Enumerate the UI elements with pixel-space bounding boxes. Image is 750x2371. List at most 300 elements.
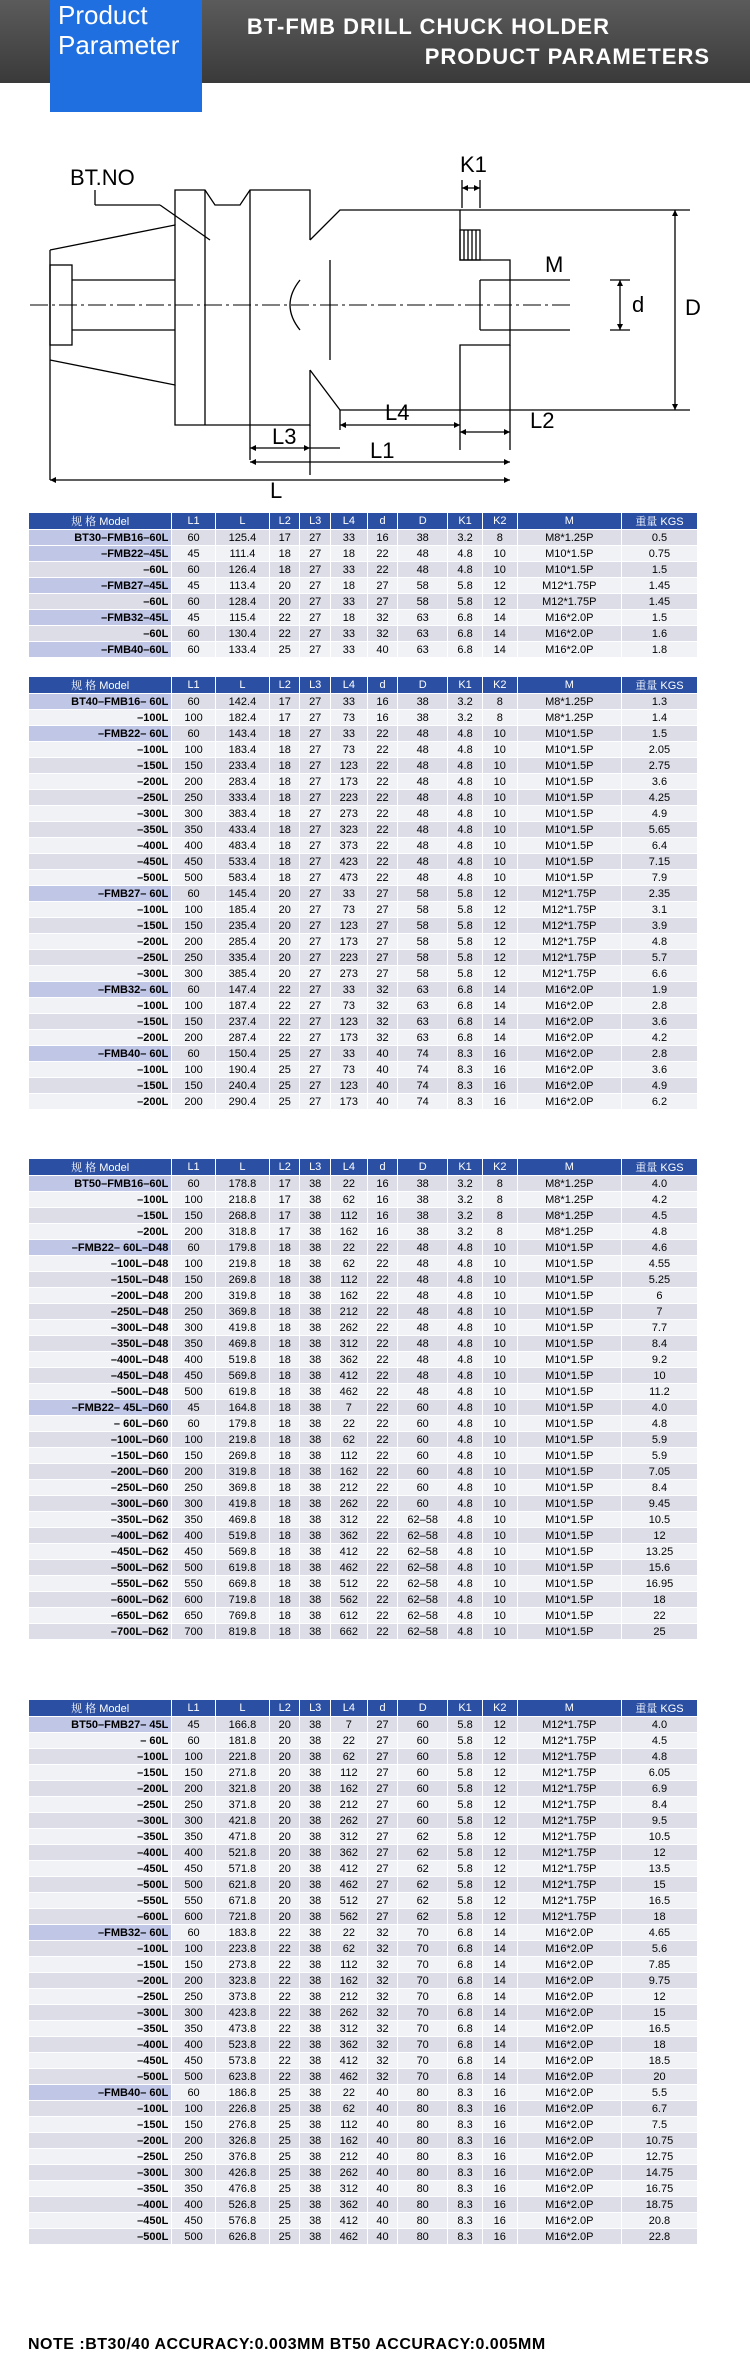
cell-l2: 20 bbox=[270, 966, 300, 982]
cell-k2: 10 bbox=[482, 1240, 517, 1256]
cell-weight: 12 bbox=[621, 1845, 697, 1861]
cell-big-d: 48 bbox=[398, 742, 448, 758]
cell-k2: 14 bbox=[482, 1973, 517, 1989]
cell-l1: 400 bbox=[172, 1352, 215, 1368]
cell-l3: 27 bbox=[300, 626, 330, 642]
cell-m: M16*2.0P bbox=[517, 1014, 621, 1030]
cell-d: 27 bbox=[367, 902, 397, 918]
cell-k1: 4.8 bbox=[448, 726, 483, 742]
cell-d: 40 bbox=[367, 1046, 397, 1062]
cell-l1: 200 bbox=[172, 1224, 215, 1240]
cell-weight: 2.8 bbox=[621, 1046, 697, 1062]
cell-l4: 312 bbox=[330, 1512, 367, 1528]
cell-m: M8*1.25P bbox=[517, 1176, 621, 1192]
cell-l3: 38 bbox=[300, 2149, 330, 2165]
cell-model: –250L bbox=[29, 790, 172, 806]
cell-k2: 10 bbox=[482, 562, 517, 578]
cell-l: 319.8 bbox=[215, 1464, 269, 1480]
cell-k2: 10 bbox=[482, 1576, 517, 1592]
table-row bbox=[29, 1829, 698, 1845]
label-d-large: D bbox=[685, 295, 701, 320]
cell-big-d: 70 bbox=[398, 2021, 448, 2037]
cell-l1: 150 bbox=[172, 1448, 215, 1464]
cell-k2: 12 bbox=[482, 918, 517, 934]
table-row bbox=[29, 1512, 698, 1528]
cell-m: M10*1.5P bbox=[517, 1576, 621, 1592]
cell-l1: 100 bbox=[172, 1749, 215, 1765]
cell-l1: 400 bbox=[172, 1528, 215, 1544]
cell-l2: 18 bbox=[270, 562, 300, 578]
cell-l: 269.8 bbox=[215, 1272, 269, 1288]
cell-l1: 500 bbox=[172, 1560, 215, 1576]
table-row bbox=[29, 2117, 698, 2133]
cell-l2: 18 bbox=[270, 726, 300, 742]
cell-k2: 16 bbox=[482, 1062, 517, 1078]
table-row bbox=[29, 2085, 698, 2101]
cell-m: M10*1.5P bbox=[517, 854, 621, 870]
cell-d: 22 bbox=[367, 1368, 397, 1384]
cell-weight: 15 bbox=[621, 1877, 697, 1893]
cell-weight: 1.45 bbox=[621, 578, 697, 594]
cell-weight: 9.45 bbox=[621, 1496, 697, 1512]
column-header-k2: K2 bbox=[482, 677, 517, 694]
cell-m: M10*1.5P bbox=[517, 1480, 621, 1496]
cell-k2: 10 bbox=[482, 1272, 517, 1288]
column-header-l: L bbox=[215, 1159, 269, 1176]
cell-l4: 123 bbox=[330, 1078, 367, 1094]
cell-weight: 12 bbox=[621, 1528, 697, 1544]
cell-m: M12*1.75P bbox=[517, 1893, 621, 1909]
cell-l2: 18 bbox=[270, 1272, 300, 1288]
cell-model: –100L–D48 bbox=[29, 1256, 172, 1272]
label-l: L bbox=[270, 478, 283, 500]
cell-k2: 10 bbox=[482, 1512, 517, 1528]
cell-big-d: 63 bbox=[398, 610, 448, 626]
cell-l3: 38 bbox=[300, 1544, 330, 1560]
cell-weight: 1.9 bbox=[621, 982, 697, 998]
table-row bbox=[29, 1240, 698, 1256]
cell-l2: 20 bbox=[270, 902, 300, 918]
cell-l3: 38 bbox=[300, 1208, 330, 1224]
cell-big-d: 60 bbox=[398, 1749, 448, 1765]
cell-l4: 33 bbox=[330, 562, 367, 578]
cell-l3: 38 bbox=[300, 1448, 330, 1464]
cell-weight: 9.5 bbox=[621, 1813, 697, 1829]
cell-l3: 38 bbox=[300, 1432, 330, 1448]
cell-big-d: 63 bbox=[398, 982, 448, 998]
cell-l1: 60 bbox=[172, 1046, 215, 1062]
cell-l1: 100 bbox=[172, 1256, 215, 1272]
cell-l: 583.4 bbox=[215, 870, 269, 886]
cell-d: 32 bbox=[367, 2053, 397, 2069]
cell-l1: 150 bbox=[172, 1272, 215, 1288]
cell-big-d: 74 bbox=[398, 1046, 448, 1062]
cell-big-d: 80 bbox=[398, 2181, 448, 2197]
cell-big-d: 63 bbox=[398, 642, 448, 658]
cell-weight: 10.75 bbox=[621, 2133, 697, 2149]
cell-l4: 162 bbox=[330, 1288, 367, 1304]
cell-l4: 412 bbox=[330, 1544, 367, 1560]
cell-l3: 38 bbox=[300, 1304, 330, 1320]
column-header-l1: L1 bbox=[172, 513, 215, 530]
cell-l: 433.4 bbox=[215, 822, 269, 838]
cell-k2: 14 bbox=[482, 2053, 517, 2069]
cell-m: M8*1.25P bbox=[517, 1208, 621, 1224]
cell-weight: 16.5 bbox=[621, 2021, 697, 2037]
cell-big-d: 48 bbox=[398, 546, 448, 562]
cell-big-d: 60 bbox=[398, 1480, 448, 1496]
cell-big-d: 48 bbox=[398, 1320, 448, 1336]
cell-l: 376.8 bbox=[215, 2149, 269, 2165]
column-header-d: d bbox=[367, 1700, 397, 1717]
cell-m: M10*1.5P bbox=[517, 1288, 621, 1304]
cell-m: M16*2.0P bbox=[517, 1094, 621, 1110]
cell-l3: 27 bbox=[300, 578, 330, 594]
table-row bbox=[29, 1560, 698, 1576]
cell-k2: 10 bbox=[482, 1320, 517, 1336]
cell-big-d: 62–58 bbox=[398, 1512, 448, 1528]
column-header-d: d bbox=[367, 677, 397, 694]
cell-l: 571.8 bbox=[215, 1861, 269, 1877]
cell-k1: 4.8 bbox=[448, 1480, 483, 1496]
cell-l2: 17 bbox=[270, 1224, 300, 1240]
table-row bbox=[29, 2053, 698, 2069]
cell-l: 164.8 bbox=[215, 1400, 269, 1416]
cell-l4: 262 bbox=[330, 1813, 367, 1829]
cell-weight: 10 bbox=[621, 1368, 697, 1384]
cell-l4: 312 bbox=[330, 2181, 367, 2197]
cell-l2: 25 bbox=[270, 2133, 300, 2149]
cell-l: 671.8 bbox=[215, 1893, 269, 1909]
cell-l2: 25 bbox=[270, 2149, 300, 2165]
cell-k2: 12 bbox=[482, 950, 517, 966]
cell-l2: 18 bbox=[270, 1544, 300, 1560]
cell-model: –150L bbox=[29, 1078, 172, 1094]
cell-weight: 13.5 bbox=[621, 1861, 697, 1877]
cell-model: –500L–D48 bbox=[29, 1384, 172, 1400]
column-header-l4: L4 bbox=[330, 513, 367, 530]
cell-l: 126.4 bbox=[215, 562, 269, 578]
header-title-line-2: PRODUCT PARAMETERS bbox=[424, 44, 710, 69]
column-header-k1: K1 bbox=[448, 677, 483, 694]
cell-k1: 6.8 bbox=[448, 998, 483, 1014]
cell-l4: 562 bbox=[330, 1592, 367, 1608]
cell-l1: 150 bbox=[172, 1957, 215, 1973]
cell-l4: 173 bbox=[330, 1094, 367, 1110]
cell-d: 22 bbox=[367, 1352, 397, 1368]
cell-l: 178.8 bbox=[215, 1176, 269, 1192]
cell-d: 22 bbox=[367, 1384, 397, 1400]
cell-d: 22 bbox=[367, 1432, 397, 1448]
cell-d: 22 bbox=[367, 758, 397, 774]
cell-d: 32 bbox=[367, 1925, 397, 1941]
cell-d: 16 bbox=[367, 694, 397, 710]
cell-l3: 27 bbox=[300, 1014, 330, 1030]
cell-l: 423.8 bbox=[215, 2005, 269, 2021]
table-row bbox=[29, 1400, 698, 1416]
cell-l2: 22 bbox=[270, 998, 300, 1014]
table-row bbox=[29, 982, 698, 998]
cell-weight: 1.5 bbox=[621, 610, 697, 626]
cell-d: 22 bbox=[367, 838, 397, 854]
cell-l4: 123 bbox=[330, 758, 367, 774]
cell-l3: 38 bbox=[300, 2021, 330, 2037]
cell-l1: 60 bbox=[172, 594, 215, 610]
cell-k1: 4.8 bbox=[448, 1560, 483, 1576]
cell-model: –300L–D60 bbox=[29, 1496, 172, 1512]
cell-big-d: 48 bbox=[398, 806, 448, 822]
cell-l3: 38 bbox=[300, 1256, 330, 1272]
cell-k1: 8.3 bbox=[448, 2101, 483, 2117]
cell-model: –100L bbox=[29, 1941, 172, 1957]
cell-big-d: 70 bbox=[398, 1989, 448, 2005]
table-row bbox=[29, 2197, 698, 2213]
cell-k2: 10 bbox=[482, 1448, 517, 1464]
column-header-m: M bbox=[517, 677, 621, 694]
table-row bbox=[29, 758, 698, 774]
cell-l4: 162 bbox=[330, 1464, 367, 1480]
cell-d: 22 bbox=[367, 822, 397, 838]
cell-weight: 6.9 bbox=[621, 1781, 697, 1797]
cell-m: M16*2.0P bbox=[517, 1973, 621, 1989]
cell-model: –300L bbox=[29, 2005, 172, 2021]
cell-l1: 200 bbox=[172, 1781, 215, 1797]
cell-weight: 4.9 bbox=[621, 1078, 697, 1094]
cell-k1: 4.8 bbox=[448, 562, 483, 578]
cell-l2: 25 bbox=[270, 1062, 300, 1078]
cell-l2: 18 bbox=[270, 1480, 300, 1496]
table-row bbox=[29, 2037, 698, 2053]
cell-k1: 3.2 bbox=[448, 1176, 483, 1192]
cell-l: 271.8 bbox=[215, 1765, 269, 1781]
cell-k1: 8.3 bbox=[448, 2149, 483, 2165]
cell-l3: 38 bbox=[300, 1464, 330, 1480]
cell-l4: 18 bbox=[330, 578, 367, 594]
cell-weight: 1.6 bbox=[621, 626, 697, 642]
cell-k1: 4.8 bbox=[448, 1400, 483, 1416]
cell-model: –250L bbox=[29, 2149, 172, 2165]
cell-d: 32 bbox=[367, 1941, 397, 1957]
cell-k2: 12 bbox=[482, 578, 517, 594]
cell-m: M16*2.0P bbox=[517, 2021, 621, 2037]
cell-l2: 20 bbox=[270, 1877, 300, 1893]
cell-l2: 25 bbox=[270, 2165, 300, 2181]
cell-l4: 33 bbox=[330, 982, 367, 998]
column-header-l3: L3 bbox=[300, 513, 330, 530]
cell-weight: 0.75 bbox=[621, 546, 697, 562]
table-row bbox=[29, 2165, 698, 2181]
cell-l2: 25 bbox=[270, 2229, 300, 2245]
cell-m: M12*1.75P bbox=[517, 578, 621, 594]
cell-l3: 27 bbox=[300, 934, 330, 950]
cell-big-d: 63 bbox=[398, 1014, 448, 1030]
cell-m: M10*1.5P bbox=[517, 870, 621, 886]
cell-l2: 18 bbox=[270, 822, 300, 838]
cell-model: –100L–D60 bbox=[29, 1432, 172, 1448]
cell-weight: 9.2 bbox=[621, 1352, 697, 1368]
cell-k1: 4.8 bbox=[448, 1352, 483, 1368]
cell-l2: 18 bbox=[270, 1416, 300, 1432]
cell-big-d: 74 bbox=[398, 1078, 448, 1094]
cell-l3: 38 bbox=[300, 1368, 330, 1384]
table-row bbox=[29, 1030, 698, 1046]
cell-d: 22 bbox=[367, 1624, 397, 1640]
cell-m: M12*1.75P bbox=[517, 1861, 621, 1877]
cell-d: 22 bbox=[367, 1464, 397, 1480]
cell-k1: 8.3 bbox=[448, 1046, 483, 1062]
column-header-l1: L1 bbox=[172, 677, 215, 694]
table-row bbox=[29, 1176, 698, 1192]
cell-big-d: 60 bbox=[398, 1781, 448, 1797]
cell-d: 40 bbox=[367, 2133, 397, 2149]
cell-weight: 4.9 bbox=[621, 806, 697, 822]
cell-l: 133.4 bbox=[215, 642, 269, 658]
cell-k1: 6.8 bbox=[448, 1941, 483, 1957]
cell-l2: 22 bbox=[270, 2069, 300, 2085]
column-header-k1: K1 bbox=[448, 1700, 483, 1717]
cell-d: 22 bbox=[367, 726, 397, 742]
cell-k1: 6.8 bbox=[448, 2053, 483, 2069]
cell-m: M16*2.0P bbox=[517, 2069, 621, 2085]
cell-weight: 7.05 bbox=[621, 1464, 697, 1480]
cell-big-d: 70 bbox=[398, 2037, 448, 2053]
cell-d: 22 bbox=[367, 562, 397, 578]
cell-l3: 38 bbox=[300, 2165, 330, 2181]
cell-big-d: 60 bbox=[398, 1448, 448, 1464]
cell-m: M16*2.0P bbox=[517, 2037, 621, 2053]
cell-big-d: 60 bbox=[398, 1400, 448, 1416]
cell-l3: 27 bbox=[300, 1078, 330, 1094]
cell-k2: 12 bbox=[482, 1845, 517, 1861]
header-badge bbox=[50, 0, 202, 112]
cell-weight: 4.8 bbox=[621, 1224, 697, 1240]
cell-l3: 38 bbox=[300, 2037, 330, 2053]
cell-l2: 18 bbox=[270, 1288, 300, 1304]
cell-m: M10*1.5P bbox=[517, 1432, 621, 1448]
column-header-k1: K1 bbox=[448, 513, 483, 530]
cell-m: M10*1.5P bbox=[517, 1512, 621, 1528]
cell-d: 40 bbox=[367, 2085, 397, 2101]
cell-d: 22 bbox=[367, 1592, 397, 1608]
cell-weight: 4.2 bbox=[621, 1030, 697, 1046]
cell-m: M10*1.5P bbox=[517, 1256, 621, 1272]
cell-k2: 10 bbox=[482, 1352, 517, 1368]
cell-big-d: 62–58 bbox=[398, 1592, 448, 1608]
cell-k2: 14 bbox=[482, 1030, 517, 1046]
cell-k1: 5.8 bbox=[448, 1893, 483, 1909]
cell-l4: 362 bbox=[330, 1845, 367, 1861]
cell-big-d: 48 bbox=[398, 1256, 448, 1272]
cell-l4: 662 bbox=[330, 1624, 367, 1640]
cell-m: M16*2.0P bbox=[517, 1941, 621, 1957]
cell-d: 32 bbox=[367, 998, 397, 1014]
table-row bbox=[29, 1062, 698, 1078]
cell-l3: 27 bbox=[300, 1062, 330, 1078]
cell-m: M12*1.75P bbox=[517, 902, 621, 918]
cell-weight: 22.8 bbox=[621, 2229, 697, 2245]
cell-d: 27 bbox=[367, 1813, 397, 1829]
cell-k2: 12 bbox=[482, 934, 517, 950]
cell-k1: 3.2 bbox=[448, 694, 483, 710]
cell-d: 27 bbox=[367, 1893, 397, 1909]
cell-l3: 27 bbox=[300, 838, 330, 854]
cell-d: 27 bbox=[367, 950, 397, 966]
cell-k1: 5.8 bbox=[448, 1781, 483, 1797]
cell-l: 421.8 bbox=[215, 1813, 269, 1829]
cell-big-d: 62 bbox=[398, 1845, 448, 1861]
cell-k2: 10 bbox=[482, 1464, 517, 1480]
cell-l2: 18 bbox=[270, 806, 300, 822]
cell-model: BT50–FMB16–60L bbox=[29, 1176, 172, 1192]
cell-weight: 2.75 bbox=[621, 758, 697, 774]
column-header-weight: 重量 KGS bbox=[621, 513, 697, 530]
column-header-k2: K2 bbox=[482, 1700, 517, 1717]
cell-k1: 6.8 bbox=[448, 1925, 483, 1941]
cell-l: 473.8 bbox=[215, 2021, 269, 2037]
cell-k2: 16 bbox=[482, 1078, 517, 1094]
table-row bbox=[29, 1094, 698, 1110]
cell-l4: 7 bbox=[330, 1717, 367, 1733]
cell-weight: 4.25 bbox=[621, 790, 697, 806]
cell-weight: 22 bbox=[621, 1608, 697, 1624]
cell-big-d: 80 bbox=[398, 2117, 448, 2133]
cell-model: –FMB27– 60L bbox=[29, 886, 172, 902]
cell-l3: 38 bbox=[300, 1893, 330, 1909]
cell-d: 16 bbox=[367, 710, 397, 726]
cell-big-d: 48 bbox=[398, 1288, 448, 1304]
cell-d: 32 bbox=[367, 1030, 397, 1046]
cell-l3: 38 bbox=[300, 1192, 330, 1208]
cell-l4: 22 bbox=[330, 2085, 367, 2101]
cell-l2: 20 bbox=[270, 1845, 300, 1861]
cell-m: M10*1.5P bbox=[517, 1448, 621, 1464]
table-row bbox=[29, 1973, 698, 1989]
cell-big-d: 80 bbox=[398, 2229, 448, 2245]
table-row bbox=[29, 1528, 698, 1544]
cell-k1: 5.8 bbox=[448, 886, 483, 902]
table-row bbox=[29, 2229, 698, 2245]
table-row bbox=[29, 790, 698, 806]
cell-model: –450L bbox=[29, 854, 172, 870]
cell-model: –350L bbox=[29, 1829, 172, 1845]
cell-model: –60L bbox=[29, 626, 172, 642]
table-row bbox=[29, 902, 698, 918]
cell-model: –300L bbox=[29, 1813, 172, 1829]
cell-weight: 4.6 bbox=[621, 1240, 697, 1256]
cell-m: M12*1.75P bbox=[517, 1845, 621, 1861]
cell-l3: 38 bbox=[300, 1352, 330, 1368]
cell-l1: 600 bbox=[172, 1909, 215, 1925]
table-row bbox=[29, 870, 698, 886]
cell-l3: 27 bbox=[300, 758, 330, 774]
cell-k1: 5.8 bbox=[448, 902, 483, 918]
cell-weight: 16.5 bbox=[621, 1893, 697, 1909]
cell-l1: 60 bbox=[172, 694, 215, 710]
cell-l1: 200 bbox=[172, 1464, 215, 1480]
cell-d: 32 bbox=[367, 2005, 397, 2021]
cell-l1: 250 bbox=[172, 950, 215, 966]
cell-l: 287.4 bbox=[215, 1030, 269, 1046]
cell-l4: 212 bbox=[330, 1989, 367, 2005]
cell-k1: 6.8 bbox=[448, 2037, 483, 2053]
cell-m: M12*1.75P bbox=[517, 918, 621, 934]
cell-k1: 4.8 bbox=[448, 1624, 483, 1640]
cell-model: –350L bbox=[29, 822, 172, 838]
cell-m: M12*1.75P bbox=[517, 594, 621, 610]
cell-l1: 150 bbox=[172, 1014, 215, 1030]
cell-k1: 6.8 bbox=[448, 1014, 483, 1030]
table-row bbox=[29, 1861, 698, 1877]
